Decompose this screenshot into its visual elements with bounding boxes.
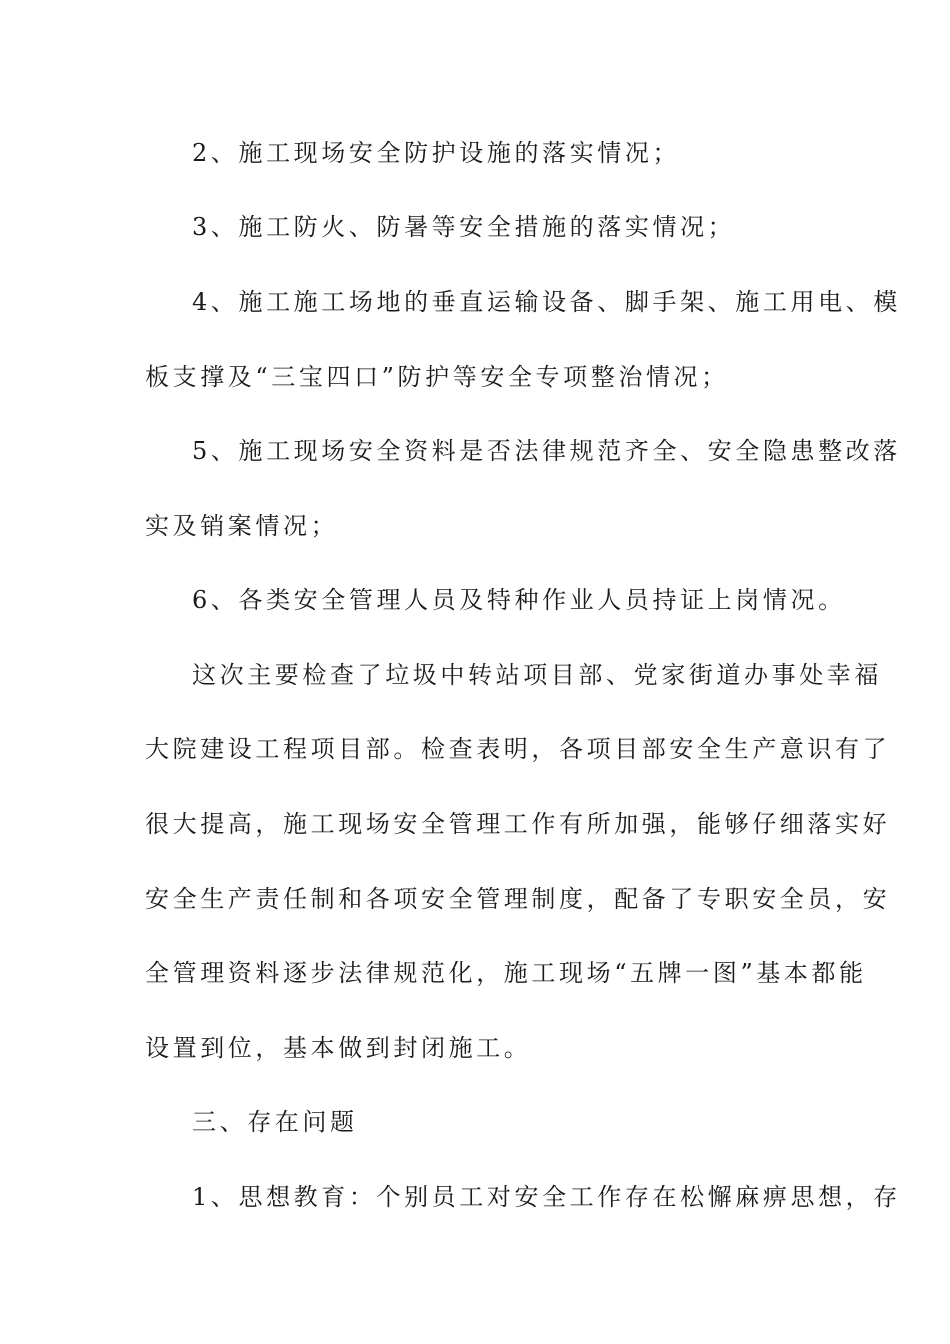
paragraph-line: 安全生产责任制和各项安全管理制度，配备了专职安全员，安: [145, 885, 891, 913]
list-item-5: 5、施工现场安全资料是否法律规范齐全、安全隐患整改落: [192, 437, 901, 465]
paragraph-line: 全管理资料逐步法律规范化，施工现场“五牌一图”基本都能: [145, 959, 867, 987]
list-item-3: 3、施工防火、防暑等安全措施的落实情况；: [192, 213, 736, 241]
paragraph-line: 设置到位，基本做到封闭施工。: [145, 1034, 532, 1062]
list-item-2: 2、施工现场安全防护设施的落实情况；: [192, 139, 681, 167]
issue-item-1: 1、思想教育：个别员工对安全工作存在松懈麻痹思想，存: [192, 1183, 901, 1211]
list-item-6: 6、各类安全管理人员及特种作业人员持证上岗情况。: [192, 586, 846, 614]
list-item-4-continued: 板支撑及“三宝四口”防护等安全专项整治情况；: [145, 363, 729, 391]
list-item-4: 4、施工施工场地的垂直运输设备、脚手架、施工用电、模: [192, 288, 901, 316]
section-heading: 三、存在问题: [192, 1108, 358, 1136]
list-item-5-continued: 实及销案情况；: [145, 512, 339, 540]
paragraph-line: 很大提高，施工现场安全管理工作有所加强，能够仔细落实好: [145, 810, 891, 838]
paragraph-line: 这次主要检查了垃圾中转站项目部、党家街道办事处幸福: [192, 661, 882, 689]
paragraph-line: 大院建设工程项目部。检查表明，各项目部安全生产意识有了: [145, 735, 891, 763]
